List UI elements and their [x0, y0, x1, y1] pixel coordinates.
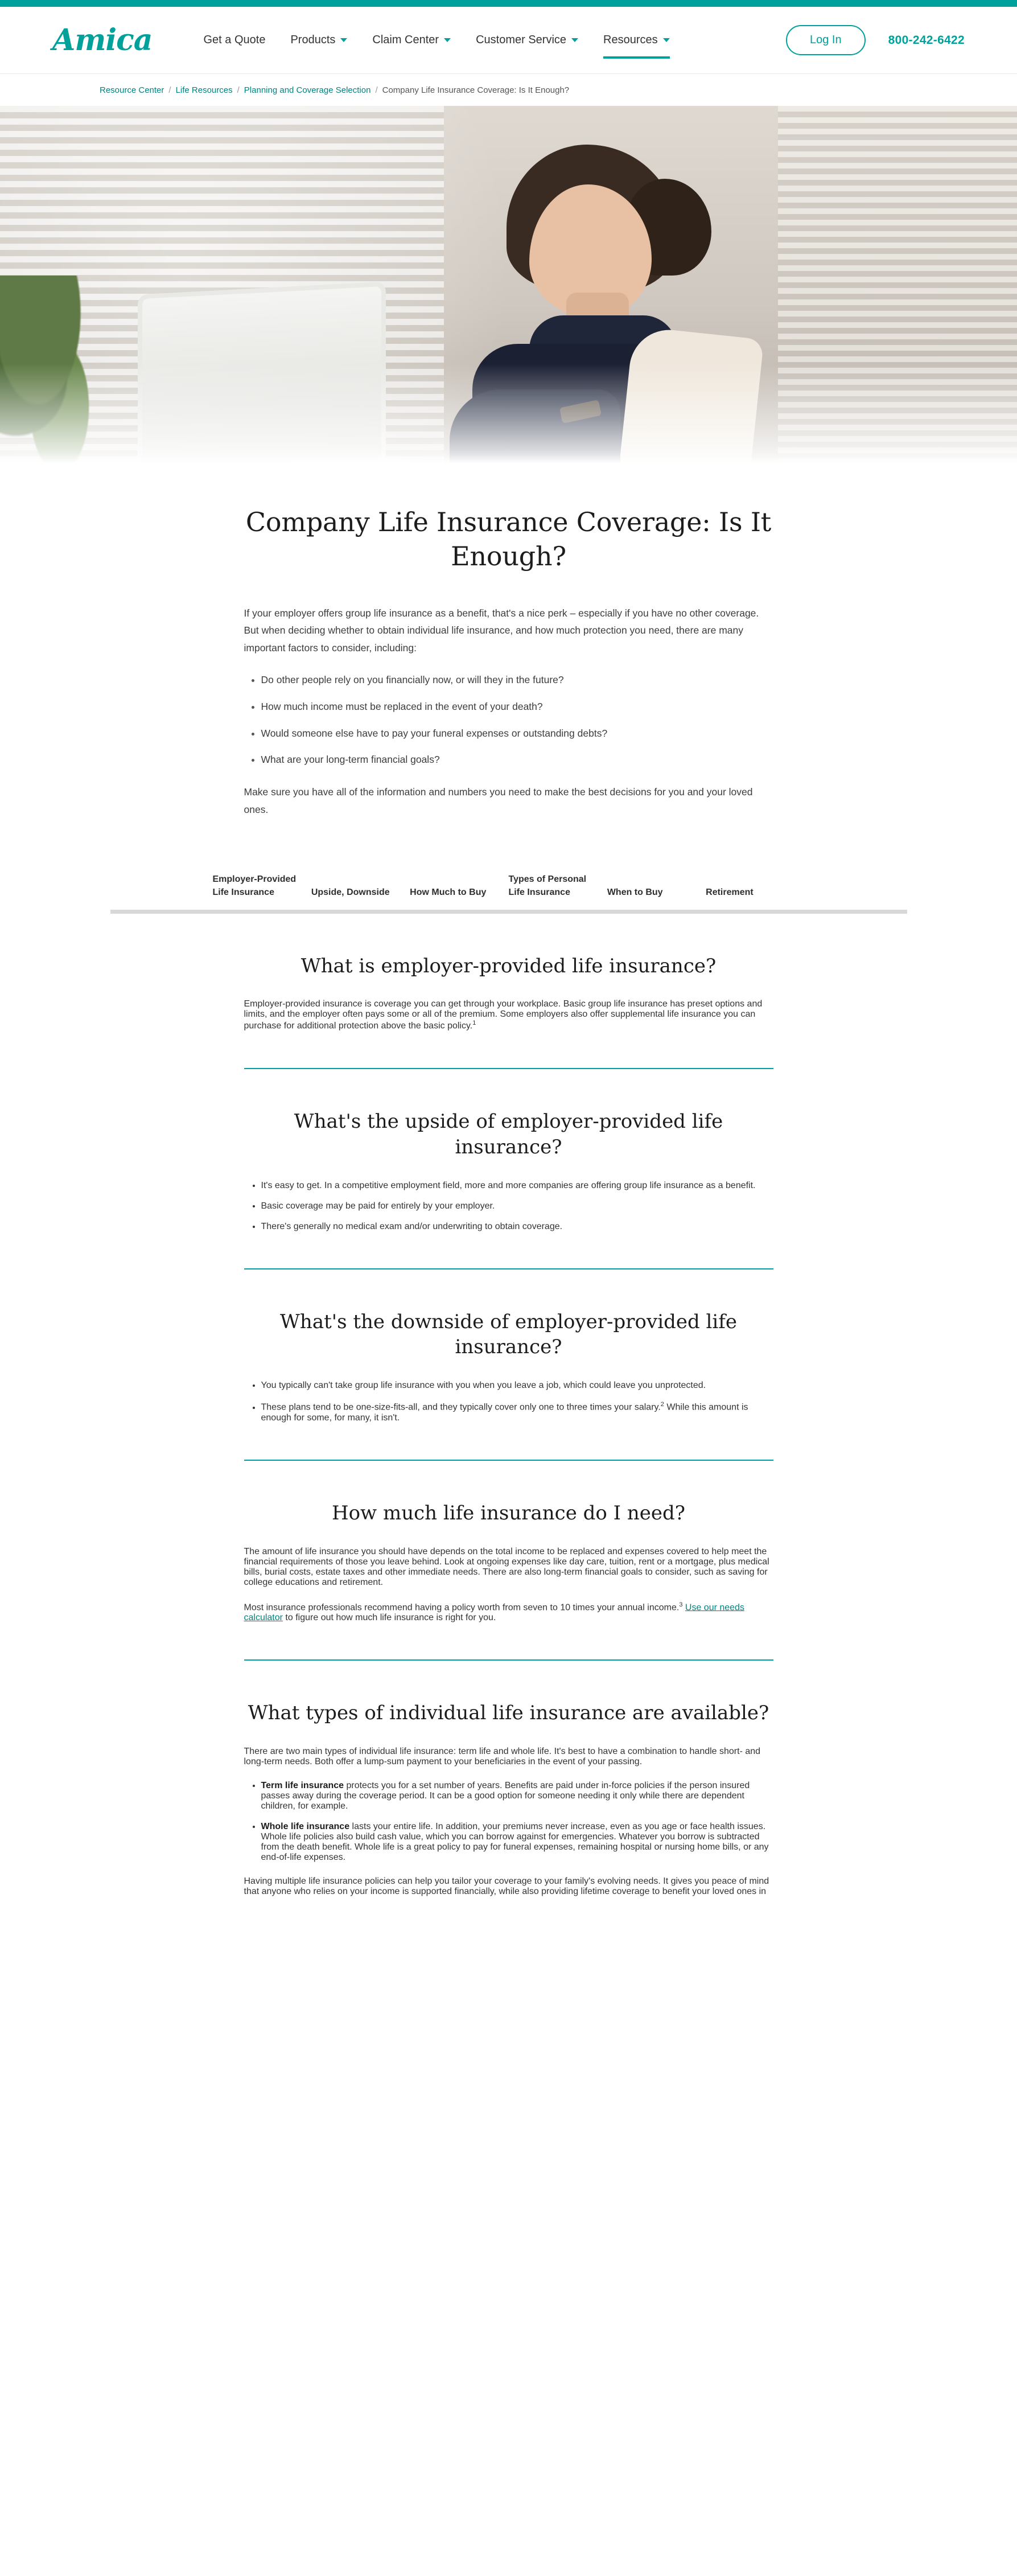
section-heading: What's the upside of employer-provided life insurance?: [294, 1110, 723, 1158]
types-bullet-list: [244, 1781, 773, 1863]
footnote-marker: 3: [679, 1601, 683, 1608]
footnote-marker: 2: [660, 1401, 664, 1408]
nav-label: Get a Quote: [203, 34, 266, 46]
list-item: [261, 1401, 773, 1423]
list-item: • How much income must be replaced in the event of your death?: [261, 698, 773, 716]
list-item: • Would someone else have to pay your funeral expenses or outstanding debts?: [261, 725, 773, 742]
footnote-marker: 1: [472, 1020, 476, 1027]
section-heading: What types of individual life insurance are available?: [248, 1701, 769, 1724]
jump-nav-item-types-of-personal-life-insurance[interactable]: Types of Personal Life Insurance: [508, 874, 587, 898]
chevron-down-icon: [663, 38, 670, 42]
breadcrumb-item-resource-center[interactable]: Resource Center: [100, 85, 164, 95]
list-item-text: You typically can't take group life insurance with you when you leave a job, which could leave you unprotected.: [261, 1381, 706, 1391]
list-item: [261, 1381, 773, 1391]
needs-calculator-link[interactable]: Use our needs calculator: [244, 1602, 744, 1622]
breadcrumb-item-life-resources[interactable]: Life Resources: [175, 85, 233, 95]
section-closing-paragraph: Having multiple life insurance policies can help you tailor your coverage to your family's evolving needs. It gives you peace of mind that anyone who relies on your income is supported financially, while also providing lifetime coverage to benefit your loved ones in: [244, 1876, 769, 1896]
jump-nav-item-retirement[interactable]: Retirement: [706, 888, 754, 898]
hero-fade-overlay: [0, 106, 1017, 463]
section-heading: How much life insurance do I need?: [331, 1501, 686, 1525]
nav-label: Products: [290, 34, 336, 46]
list-item-text: These plans tend to be one-size-fits-all, and they typically cover only one to three times your salary.: [261, 1402, 661, 1412]
list-item: [261, 1822, 773, 1863]
breadcrumb-item-planning-and-coverage-selection[interactable]: Planning and Coverage Selection: [244, 85, 371, 95]
chevron-down-icon: [444, 38, 451, 42]
intro-bullet-list: [244, 671, 773, 769]
phone-number-link[interactable]: 800-242-6422: [888, 33, 965, 47]
list-item: • It's easy to get. In a competitive employment field, more and more companies are offering group life insurance as a benefit.: [261, 1181, 773, 1191]
top-accent-bar: [0, 0, 1017, 7]
section-upside: [244, 1069, 773, 1232]
list-item: • Basic coverage may be paid for entirely by your employer.: [261, 1201, 773, 1211]
jump-nav-item-employer-provided-life-insurance[interactable]: Employer-Provided Life Insurance: [212, 874, 297, 898]
nav-label: Claim Center: [372, 34, 439, 46]
jump-nav-item-upside-downside[interactable]: Upside, Downside: [311, 888, 390, 898]
list-item-text-continued: While this amount is enough for some, for many, it isn't.: [261, 1402, 748, 1423]
section-paragraph: There are two main types of individual life insurance: term life and whole life. It's best to have a combination to handle short- and long-term needs. Both offer a lump-sum payment to your beneficiaries in the event of your passing.: [244, 1746, 761, 1766]
nav-label: Customer Service: [476, 34, 567, 46]
section-how-much: [244, 1461, 773, 1623]
nav-item-products[interactable]: [290, 7, 347, 73]
section-paragraph: [244, 999, 773, 1031]
jump-nav-item-how-much-to-buy[interactable]: How Much to Buy: [410, 888, 487, 898]
jump-nav-item-when-to-buy[interactable]: When to Buy: [607, 888, 663, 898]
breadcrumb-separator: /: [375, 85, 378, 95]
whole-life-label: Whole life insurance: [261, 1821, 350, 1831]
section-heading: What is employer-provided life insurance?: [300, 954, 717, 977]
downside-bullet-list: [244, 1381, 773, 1423]
paragraph-text: Employer-provided insurance is coverage you can get through your workplace. Basic group life insurance has preset options and limits, and the employer often pays some or all of the premium. Some employers also offer supplemental life insurance you can purchase for additional protection above the basic policy.: [244, 999, 763, 1031]
term-life-label: Term life insurance: [261, 1780, 344, 1790]
chevron-down-icon: [340, 38, 347, 42]
header-actions: [786, 25, 965, 55]
login-button[interactable]: Log In: [786, 25, 866, 55]
breadcrumb-separator: /: [237, 85, 240, 95]
amica-logo[interactable]: Amica: [52, 23, 153, 57]
section-paragraph: The amount of life insurance you should have depends on the total income to be replaced and expenses covered to help meet the financial requirements of those you leave behind. Look at ongoing expenses like day care, tuition, rent or a mortgage, plus medical bills, burial costs, estate taxes and other immediate needs. There are also long-term financial goals to consider, such as saving for college educations and retirement.: [244, 1546, 769, 1587]
nav-item-claim-center[interactable]: [372, 7, 451, 73]
nav-item-resources[interactable]: [603, 7, 670, 73]
breadcrumb: [0, 74, 1017, 106]
nav-item-customer-service[interactable]: [476, 7, 578, 73]
list-item: • There's generally no medical exam and/or underwriting to obtain coverage.: [261, 1222, 773, 1232]
chevron-down-icon: [571, 38, 578, 42]
section-types: [244, 1661, 773, 1897]
paragraph-text-continued: to figure out how much life insurance is right for you.: [282, 1612, 496, 1622]
section-heading: What's the downside of employer-provided life insurance?: [279, 1310, 737, 1359]
section-downside: [244, 1269, 773, 1423]
nav-item-get-a-quote[interactable]: [203, 7, 265, 73]
jump-nav: [110, 873, 907, 913]
hero-image: [0, 106, 1017, 463]
breadcrumb-separator: /: [168, 85, 171, 95]
section-employer-provided: [244, 914, 773, 1032]
list-item: • Do other people rely on you financially now, or will they in the future?: [261, 671, 773, 689]
list-item: • What are your long-term financial goals?: [261, 751, 773, 769]
primary-nav: [203, 7, 669, 73]
site-header: [0, 7, 1017, 74]
upside-bullet-list: [244, 1181, 773, 1232]
jump-nav-wrapper: [110, 873, 907, 913]
list-item: [261, 1781, 773, 1811]
article-body: [244, 463, 773, 818]
list-item-text: protects you for a set number of years. Benefits are paid under in-force policies if the person insured passes away during the coverage period. It can be a good option for someone needing it only while there are dependent children, for example.: [261, 1780, 750, 1811]
intro-closing-paragraph: Make sure you have all of the information and numbers you need to make the best decisions for you and your loved ones.: [244, 786, 753, 815]
breadcrumb-item-current: Company Life Insurance Coverage: Is It Enough?: [382, 85, 570, 95]
intro-paragraph: If your employer offers group life insurance as a benefit, that's a nice perk – especially if you have no other coverage. But when deciding whether to obtain individual life insurance, and how much protection you need, there are many important factors to consider, including:: [244, 607, 759, 654]
page-title: Company Life Insurance Coverage: Is It Enough?: [245, 507, 772, 572]
list-item-text: lasts your entire life. In addition, your premiums never increase, even as you age or face health issues. Whole life policies also build cash value, which you can borrow against for emergencies. Whatever you borrow is subtracted from the death benefit. Whole life is a great policy to pay for funeral expenses, remaining hospital or nursing home bills, or any end-of-life expenses.: [261, 1821, 769, 1862]
nav-label: Resources: [603, 34, 658, 46]
section-paragraph: [244, 1601, 773, 1623]
paragraph-text: Most insurance professionals recommend having a policy worth from seven to 10 times your annual income.: [244, 1602, 680, 1612]
